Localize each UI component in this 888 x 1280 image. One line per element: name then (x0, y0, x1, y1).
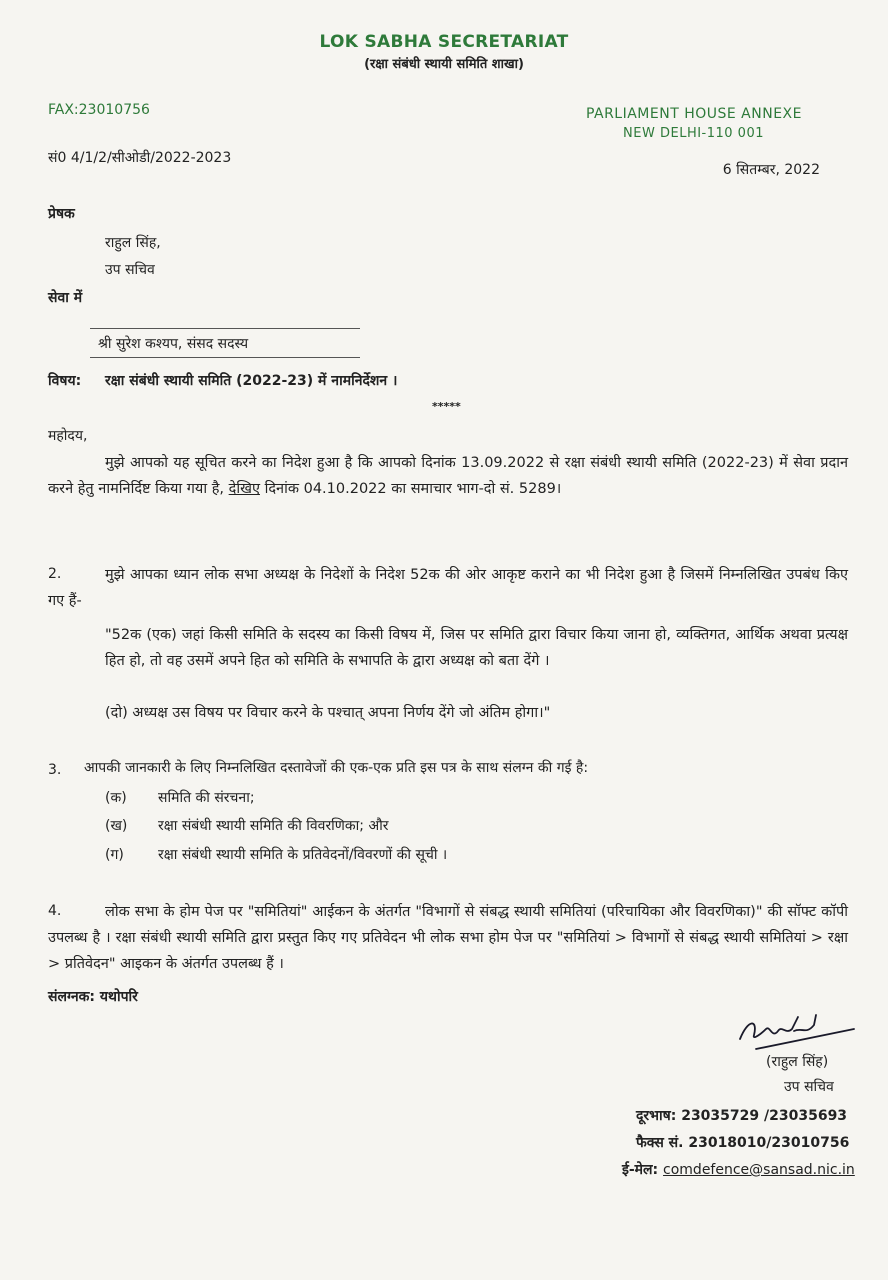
salutation: महोदय, (48, 428, 88, 444)
separator-stars: ***** (432, 400, 461, 413)
list-item: रक्षा संबंधी स्थायी समिति की विवरणिका; और (158, 818, 389, 834)
list-item: रक्षा संबंधी स्थायी समिति के प्रतिवेदनों/विवरणों की सूची । (158, 847, 448, 863)
recipient-name: श्री सुरेश कश्यप, संसद सदस्य (98, 336, 249, 352)
subject-text: रक्षा संबंधी स्थायी समिति (2022-23) में नामनिर्देशन । (105, 373, 398, 389)
signatory-designation: उप सचिव (784, 1079, 834, 1095)
sender-name: राहुल सिंह, (105, 235, 161, 251)
email-label: ई-मेल: (622, 1162, 659, 1178)
letterhead-subtitle: (रक्षा संबंधी स्थायी समिति शाखा) (364, 57, 524, 72)
signature-scrawl (736, 1005, 856, 1055)
enclosure-note: संलग्नक: यथोपरि (48, 989, 138, 1005)
fax-value: 23018010/23010756 (688, 1135, 850, 1151)
subject-label: विषय: (48, 373, 82, 389)
paragraph-2-number: 2. (48, 566, 62, 582)
address-line-1: PARLIAMENT HOUSE ANNEXE (585, 106, 802, 122)
phone-label: दूरभाष: (636, 1108, 677, 1124)
email-address[interactable]: comdefence@sansad.nic.in (663, 1162, 855, 1178)
phone-number: 23035729 /23035693 (681, 1108, 848, 1124)
paragraph-4-number: 4. (48, 903, 62, 919)
paragraph-3-intro: आपकी जानकारी के लिए निम्नलिखित दस्तावेजों की एक-एक प्रति इस पत्र के साथ संलग्न की गई है: (84, 760, 589, 776)
reference-number: सं0 4/1/2/सीओडी/2022-2023 (48, 150, 232, 166)
paragraph-1 (48, 450, 848, 502)
list-item-marker: (क) (105, 790, 127, 806)
paragraph-2-quote-2: (दो) अध्यक्ष उस विषय पर विचार करने के पश्चात् अपना निर्णय देंगे जो अंतिम होगा।" (105, 705, 551, 721)
paragraph-1-underlined: देखिए (228, 481, 260, 497)
signatory-name: (राहुल सिंह) (766, 1054, 829, 1070)
letter-date: 6 सितम्बर, 2022 (722, 162, 820, 178)
paragraph-2-quote-1: "52क (एक) जहां किसी समिति के सदस्य का किसी विषय में, जिस पर समिति द्वारा विचार किया जाना हो, व्यक्तिगत, आर्थिक अथवा प्रत्यक्ष हित हो, तो वह उसमें अपने हित को समिति के सभापति के द्वारा अध्यक्ष को बता देंगे । (105, 627, 848, 669)
list-item-marker: (ख) (105, 818, 128, 834)
recipient-bottom-rule (90, 357, 360, 358)
sender-label: प्रेषक (48, 206, 75, 222)
letterhead-title: LOK SABHA SECRETARIAT (319, 32, 569, 52)
paragraph-2-intro: मुझे आपका ध्यान लोक सभा अध्यक्ष के निदेशों के निदेश 52क की ओर आकृष्ट कराने का भी निदेश हुआ है जिसमें निम्नलिखित उपबंध किए गए हैं- (48, 567, 848, 609)
paragraph-3-number: 3. (48, 762, 62, 778)
paragraph-1-tail: दिनांक 04.10.2022 का समाचार भाग-दो सं. 5289। (259, 481, 562, 497)
list-item: समिति की संरचना; (158, 790, 255, 806)
fax-label: फैक्स सं. (636, 1135, 684, 1151)
paragraph-4: लोक सभा के होम पेज पर "समितियां" आईकन के अंतर्गत "विभागों से संबद्ध स्थायी समितियां (परिचायिका और विवरणिका)" की सॉफ्ट कॉपी उपलब्ध है । रक्षा संबंधी स्थायी समिति द्वारा प्रस्तुत किए गए प्रतिवेदन भी लोक सभा होम पेज पर "समितियां > विभागों से संबद्ध स्थायी समितियां > रक्षा > प्रतिवेदन" आइकन के अंतर्गत उपलब्ध हैं । (48, 904, 848, 972)
fax-number: FAX:23010756 (48, 102, 150, 118)
phone-line (636, 1106, 847, 1125)
address-line-2: NEW DELHI-110 001 (623, 126, 764, 141)
fax-line (636, 1133, 849, 1152)
list-item-marker: (ग) (105, 847, 124, 863)
paragraph-1-text: मुझे आपको यह सूचित करने का निदेश हुआ है कि आपको दिनांक 13.09.2022 से रक्षा संबंधी स्थायी समिति (2022-23) में सेवा प्रदान करने हेतु नामनिर्दिष्ट किया गया है, (48, 455, 848, 497)
email-line (622, 1160, 855, 1179)
recipient-label: सेवा में (48, 290, 83, 306)
sender-designation: उप सचिव (105, 262, 155, 278)
recipient-top-rule (90, 328, 360, 329)
